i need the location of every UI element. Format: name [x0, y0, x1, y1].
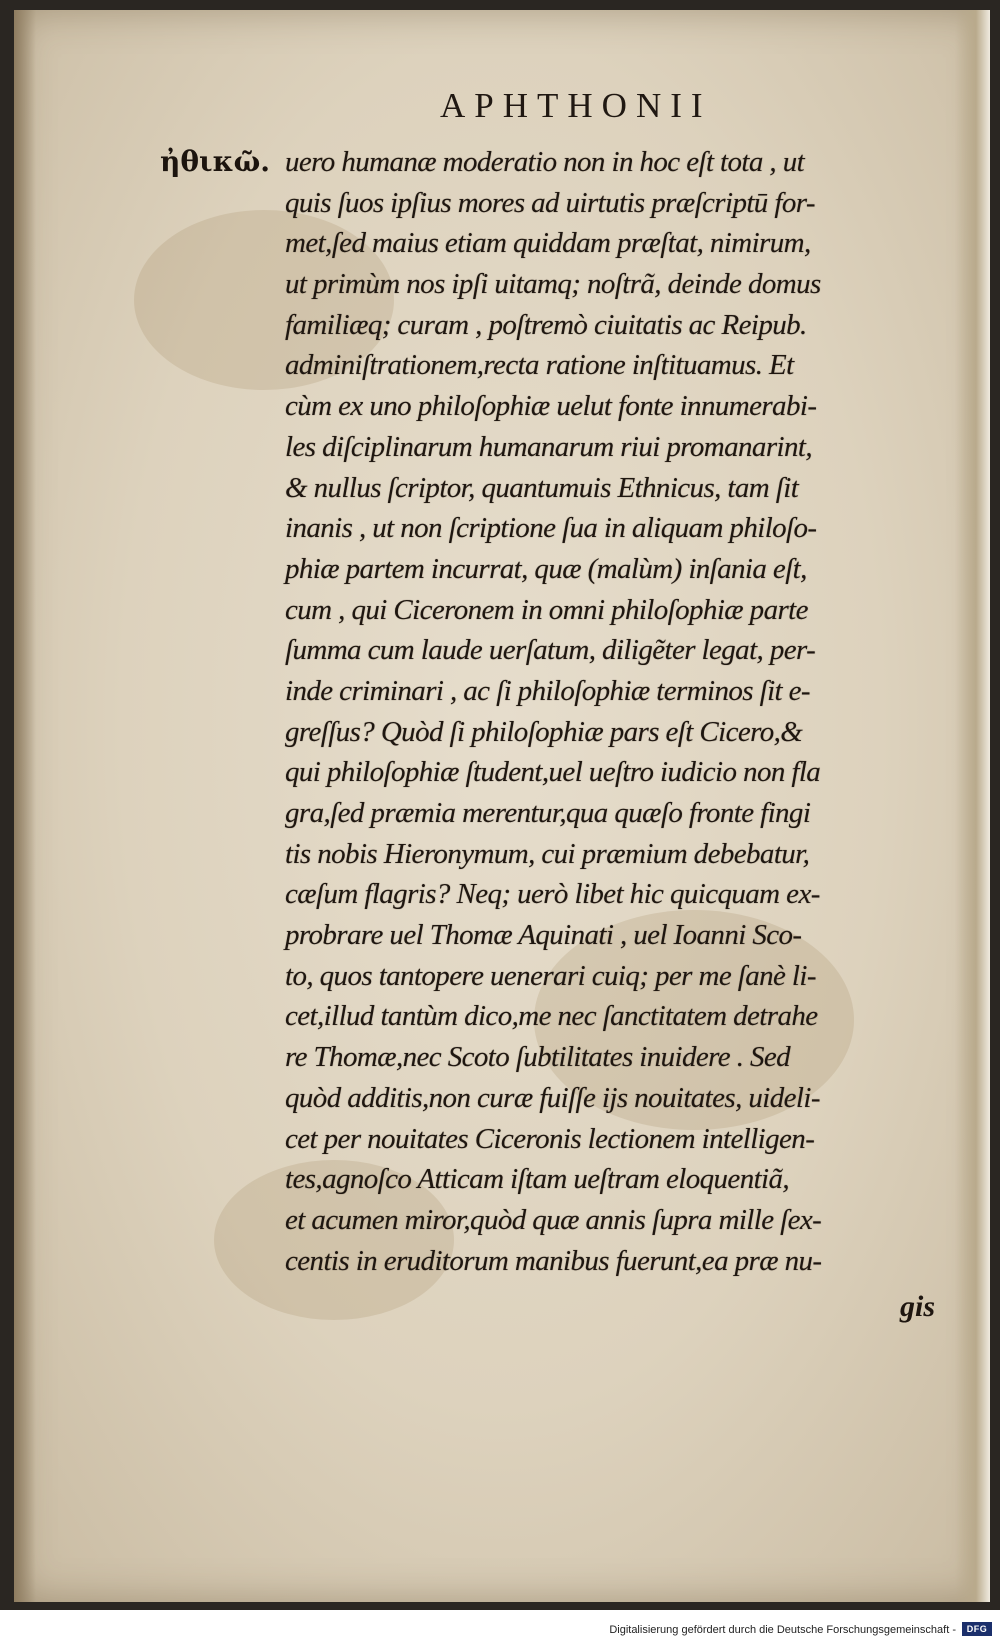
text-line: tes,agnoſco Atticam iſtam ueſtram eloquentiã,: [285, 1163, 790, 1196]
text-line: centis in eruditorum manibus fuerunt,ea præ nu-: [285, 1244, 822, 1277]
body-text: [285, 142, 945, 1281]
text-line: phiæ partem incurrat, quæ (malùm) inſania eſt,: [285, 552, 807, 585]
text-line: probrare uel Thomæ Aquinati , uel Ioanni Sco-: [285, 919, 802, 952]
text-line: & nullus ſcriptor, quantumuis Ethnicus, tam ſit: [285, 471, 799, 504]
text-line: ſumma cum laude uerſatum, diligẽter legat, per-: [285, 634, 816, 667]
text-line: quis ſuos ipſius mores ad uirtutis præſcriptū for-: [285, 186, 815, 219]
text-line: cet,illud tantùm dico,me nec ſanctitatem detrahe: [285, 1000, 818, 1033]
text-line: to, quos tantopere uenerari cuiq; per me ſanè li-: [285, 959, 816, 992]
text-line: re Thomæ,nec Scoto ſubtilitates inuidere . Sed: [285, 1041, 791, 1074]
page-fore-edge: [955, 10, 990, 1602]
text-line: les diſciplinarum humanarum riui promanarint,: [285, 430, 812, 463]
text-line: tis nobis Hieronymum, cui præmium debebatur,: [285, 837, 810, 870]
text-line: cet per nouitates Ciceronis lectionem intelligen-: [285, 1122, 815, 1155]
text-line: cum , qui Ciceronem in omni philoſophiæ parte: [285, 593, 808, 626]
text-line: cùm ex uno philoſophiæ uelut fonte innumerabi-: [285, 390, 817, 423]
text-line: uero humanæ moderatio non in hoc eſt tota , ut: [285, 146, 805, 178]
text-line: quòd additis,non curæ fuiſſe ijs nouitates, uideli-: [285, 1081, 820, 1114]
text-line: inde criminari , ac ſi philoſophiæ terminos ſit e-: [285, 674, 810, 707]
dfg-logo[interactable]: DFG: [962, 1622, 992, 1636]
funding-credit: Digitalisierung gefördert durch die Deutsche Forschungsgemeinschaft -: [609, 1624, 956, 1636]
catchword: gis: [900, 1290, 936, 1323]
text-line: cæſum flagris? Neq; uerò libet hic quicquam ex-: [285, 878, 820, 911]
running-header: APHTHONII: [440, 86, 712, 125]
text-line: met,ſed maius etiam quiddam præſtat, nimirum,: [285, 227, 811, 260]
marginal-note: ἠθικῶ.: [160, 145, 270, 178]
text-line: et acumen miror,quòd quæ annis ſupra mille ſex-: [285, 1203, 822, 1236]
text-line: ut primùm nos ipſi uitamq; noſtrã, deinde domus: [285, 268, 821, 301]
text-line: adminiſtrationem,recta ratione inſtituamus. Et: [285, 349, 794, 382]
text-line: gra,ſed præmia merentur,qua quæſo fronte fingi: [285, 797, 811, 829]
text-line: inanis , ut non ſcriptione ſua in aliquam philoſo-: [285, 512, 817, 545]
text-line: familiæq; curam , poſtremò ciuitatis ac Reipub.: [285, 308, 807, 341]
text-line: greſſus? Quòd ſi philoſophiæ pars eſt Cicero,&: [285, 715, 803, 748]
text-line: qui philoſophiæ ſtudent,uel ueſtro iudicio non fla: [285, 756, 821, 789]
page-gutter-shadow: [14, 10, 36, 1602]
